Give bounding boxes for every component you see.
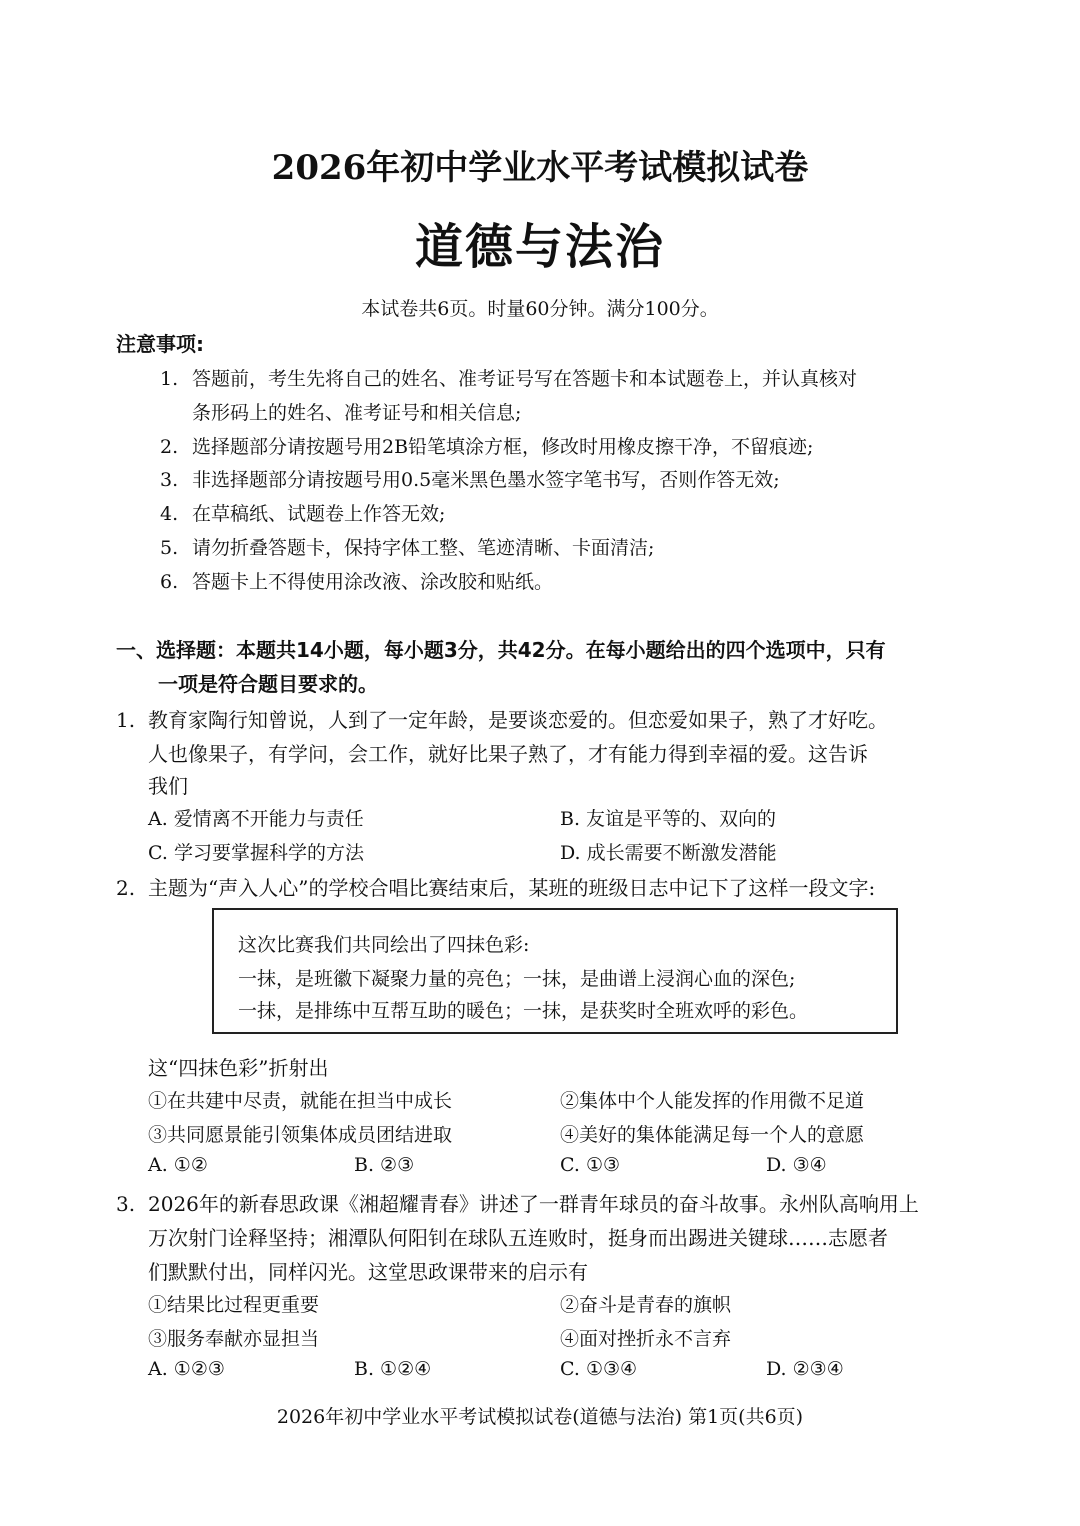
quote-line: 一抹，是排练中互帮互助的暖色；一抹，是获奖时全班欢呼的彩色。 [238, 1000, 809, 1022]
option-c: C. ①③ [560, 1154, 621, 1176]
question-1-cont: 人也像果子，有学问，会工作，就好比果子熟了，才有能力得到幸福的爱。这告诉 [148, 742, 868, 766]
notice-item: 3. 非选择题部分请按题号用0.5毫米黑色墨水签字笔书写，否则作答无效; [160, 469, 780, 491]
notice-item: 6. 答题卡上不得使用涂改液、涂改胶和贴纸。 [160, 571, 554, 593]
page-footer: 2026年初中学业水平考试模拟试卷(道德与法治) 第1页(共6页) [276, 1406, 804, 1428]
option-b: B. 友谊是平等的、双向的 [560, 808, 777, 830]
question-3-cont: 们默默付出，同样闪光。这堂思政课带来的启示有 [148, 1260, 588, 1284]
statement-2: ②集体中个人能发挥的作用微不足道 [560, 1090, 865, 1112]
option-d: D. ②③④ [766, 1358, 844, 1380]
quote-box [212, 908, 898, 1034]
question-2: 2. 主题为“声入人心”的学校合唱比赛结束后，某班的班级日志中记下了这样一段文字: [116, 876, 876, 900]
statement-4: ④面对挫折永不言弃 [560, 1328, 732, 1350]
exam-info: 本试卷共6页。时量60分钟。满分100分。 [361, 298, 719, 320]
section-heading-cont: 一项是符合题目要求的。 [158, 672, 378, 696]
option-b: B. ①②④ [354, 1358, 432, 1380]
question-1-cont: 我们 [148, 774, 188, 798]
option-a: A. ①② [148, 1154, 208, 1176]
option-c: C. 学习要掌握科学的方法 [148, 842, 364, 864]
option-d: D. ③④ [766, 1154, 827, 1176]
question-1: 1. 教育家陶行知曾说，人到了一定年龄，是要谈恋爱的。但恋爱如果子，熟了才好吃。 [116, 708, 888, 732]
option-a: A. ①②③ [148, 1358, 225, 1380]
notice-item: 1. 答题前，考生先将自己的姓名、准考证号写在答题卡和本试题卷上，并认真核对 [160, 368, 858, 390]
option-d: D. 成长需要不断激发潜能 [560, 842, 777, 864]
notice-item: 5. 请勿折叠答题卡，保持字体工整、笔迹清晰、卡面清洁; [160, 537, 655, 559]
option-b: B. ②③ [354, 1154, 415, 1176]
question-2-stem: 这“四抹色彩”折射出 [148, 1056, 329, 1080]
question-3-cont: 万次射门诠释坚持；湘潭队何阳钊在球队五连败时，挺身而出踢进关键球……志愿者 [148, 1226, 888, 1250]
notice-item: 4. 在草稿纸、试题卷上作答无效; [160, 503, 446, 525]
notice-item-cont: 条形码上的姓名、准考证号和相关信息; [192, 402, 522, 424]
statement-1: ①在共建中尽责，就能在担当中成长 [148, 1090, 453, 1112]
section-heading: 一、选择题：本题共14小题，每小题3分，共42分。在每小题给出的四个选项中，只有 [116, 638, 886, 662]
statement-4: ④美好的集体能满足每一个人的意愿 [560, 1124, 865, 1146]
notice-heading: 注意事项: [116, 332, 204, 356]
statement-3: ③共同愿景能引领集体成员团结进取 [148, 1124, 453, 1146]
statement-3: ③服务奉献亦显担当 [148, 1328, 320, 1350]
subject-title: 道德与法治 [414, 219, 665, 275]
statement-1: ①结果比过程更重要 [148, 1294, 320, 1316]
quote-line: 这次比赛我们共同绘出了四抹色彩: [238, 934, 530, 956]
question-3: 3. 2026年的新春思政课《湘超耀青春》讲述了一群青年球员的奋斗故事。永州队高响用上 [116, 1192, 919, 1216]
option-a: A. 爱情离不开能力与责任 [148, 808, 364, 830]
statement-2: ②奋斗是青春的旗帜 [560, 1294, 732, 1316]
notice-item: 2. 选择题部分请按题号用2B铅笔填涂方框，修改时用橡皮擦干净，不留痕迹; [160, 436, 814, 458]
option-c: C. ①③④ [560, 1358, 638, 1380]
quote-line: 一抹，是班徽下凝聚力量的亮色；一抹，是曲谱上浸润心血的深色; [238, 968, 796, 990]
exam-title: 2026年初中学业水平考试模拟试卷 [271, 148, 809, 188]
